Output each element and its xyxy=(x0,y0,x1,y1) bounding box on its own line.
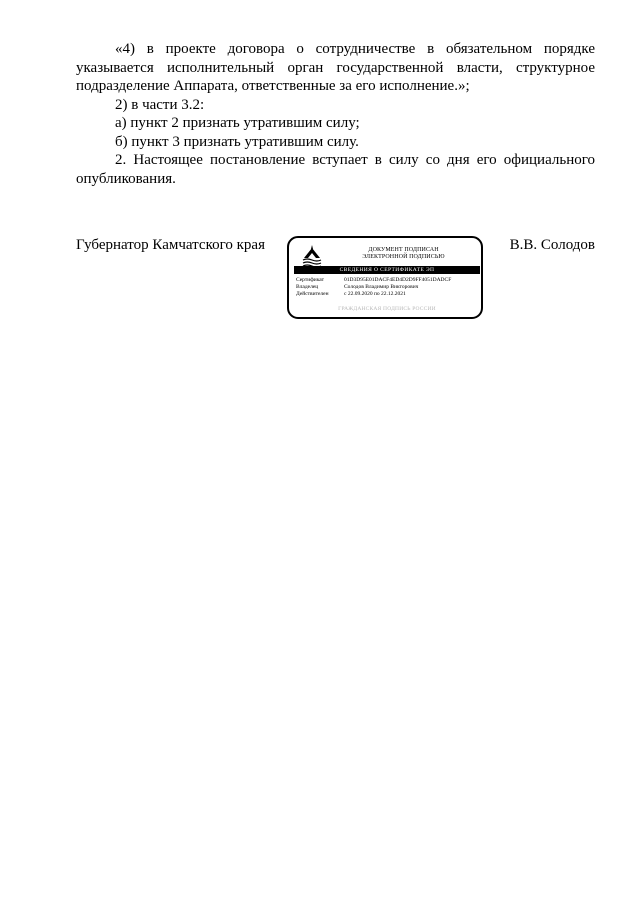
stamp-heading-line2: ЭЛЕКТРОННОЙ ПОДПИСЬЮ xyxy=(362,254,445,260)
signature-block xyxy=(76,236,595,326)
stamp-certificate-bar: СВЕДЕНИЯ О СЕРТИФИКАТЕ ЭП xyxy=(294,266,480,274)
validity-value: с 22.09.2020 по 22.12.2021 xyxy=(344,291,406,297)
stamp-heading-line1: ДОКУМЕНТ ПОДПИСАН xyxy=(368,247,439,253)
paragraph-part-3-2: 2) в части 3.2: xyxy=(115,96,205,113)
paragraph-effective-date: 2. Настоящее постановление вступает в силу со дня его официального опубликования. xyxy=(76,152,595,187)
stamp-field-owner xyxy=(296,284,480,291)
validity-label: Действителен xyxy=(296,291,329,297)
paragraph-item-a: а) пункт 2 признать утратившим силу; xyxy=(115,115,360,131)
stamp-field-certificate xyxy=(296,277,480,284)
signatory-role: Губернатор Камчатского края xyxy=(76,237,265,253)
stamp-field-validity xyxy=(296,291,480,298)
stamp-heading xyxy=(331,247,476,261)
signatory-name: В.В. Солодов xyxy=(509,237,595,253)
kamchatka-emblem-icon xyxy=(301,244,323,268)
paragraph-amendment-4: «4) в проекте договора о сотрудничестве в обязательном порядке указывается исполнительный орган государственной власти, структурное подразделение Аппарата, ответственные за его исполнение.»; xyxy=(76,41,595,94)
certificate-label: Сертификат xyxy=(296,277,324,283)
electronic-signature-stamp xyxy=(287,236,483,319)
owner-label: Владелец xyxy=(296,284,319,290)
paragraph-item-b: б) пункт 3 признать утратившим силу. xyxy=(115,133,359,150)
stamp-fields xyxy=(296,277,480,298)
owner-value: Солодов Владимир Викторович xyxy=(344,284,419,290)
document-body xyxy=(76,40,595,188)
stamp-watermark: ГРАЖДАНСКАЯ ПОДПИСЬ РОССИИ xyxy=(338,306,436,312)
certificate-value: 01D3D95E01DACF4ED4D2D9FF4051DADCF xyxy=(344,277,452,283)
